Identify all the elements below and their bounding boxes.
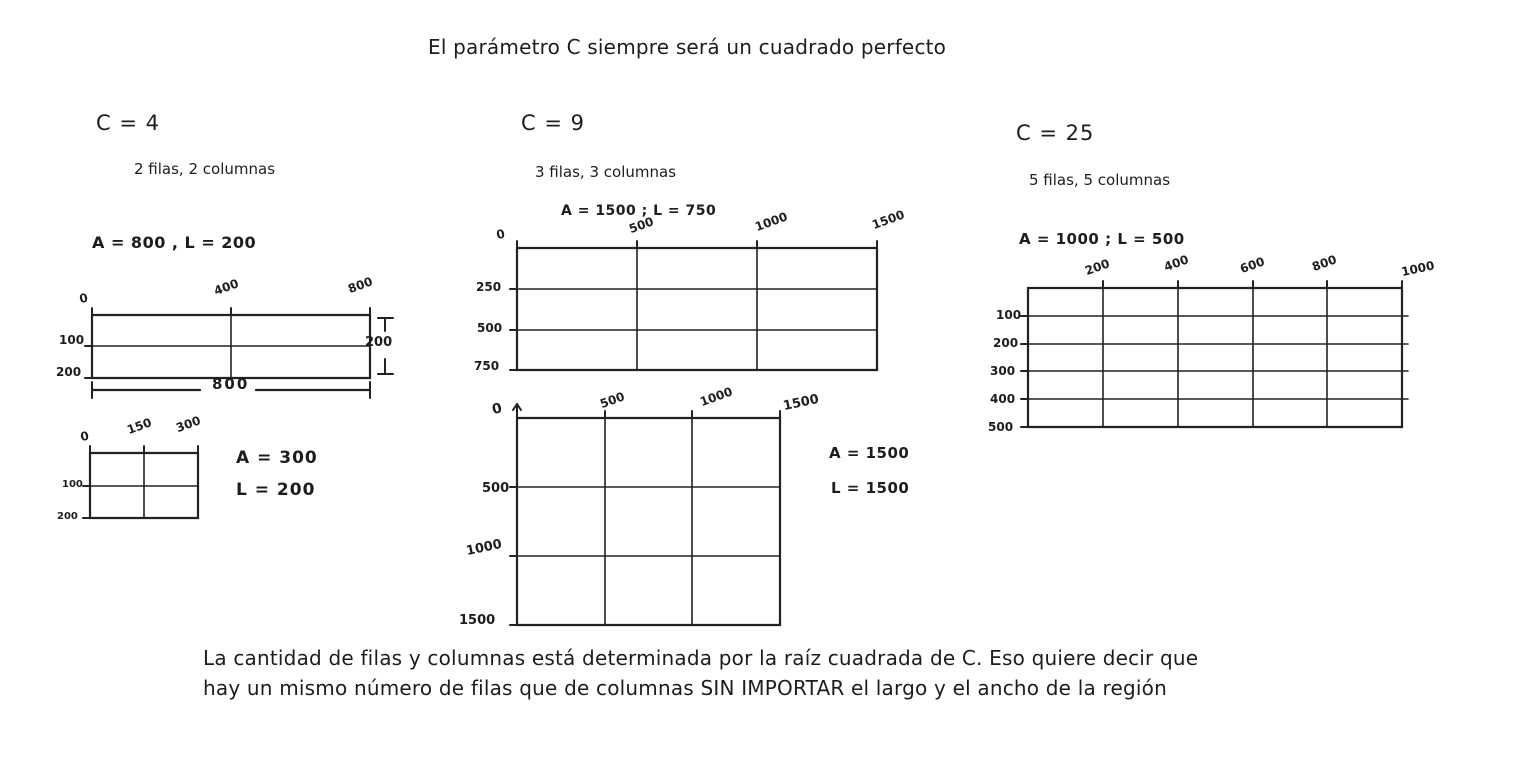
- footer-text-line2: hay un mismo número de filas que de columnas SIN IMPORTAR el largo y el ancho de la región: [203, 676, 1167, 700]
- c25-ytick-400: 400: [990, 392, 1016, 406]
- footer-text-line1: La cantidad de filas y columnas está determinada por la raíz cuadrada de C. Eso quiere decir que: [203, 646, 1199, 670]
- c9-square-xtick-500: 500: [598, 389, 627, 412]
- c9-square-xtick-1000: 1000: [698, 384, 735, 410]
- c4-main-ytick-200: 200: [56, 365, 82, 379]
- c9-heading: C = 9: [521, 111, 585, 135]
- c25-ytick-500: 500: [988, 420, 1014, 434]
- c9-square-ytick-500: 500: [482, 481, 510, 496]
- grid-c4-small: [83, 446, 198, 518]
- c4-main-width-label: 800: [212, 375, 250, 393]
- c25-subtitle: 5 filas, 5 columnas: [1029, 171, 1171, 189]
- c4-main-xtick-400: 400: [212, 276, 241, 299]
- grid-c9-square: [510, 404, 780, 625]
- c25-xtick-1000: 1000: [1400, 258, 1436, 280]
- c4-small-length-label: L = 200: [236, 480, 316, 500]
- c9-square-ytick-1000: 1000: [464, 536, 504, 560]
- c25-xtick-600: 600: [1238, 254, 1267, 277]
- c4-subtitle: 2 filas, 2 columnas: [134, 160, 276, 178]
- grid-c25: [1021, 281, 1408, 427]
- page-title: El parámetro C siempre será un cuadrado perfecto: [428, 35, 947, 59]
- c4-main-xtick-0: 0: [78, 290, 90, 307]
- c9-wide-ytick-250: 250: [476, 280, 502, 294]
- c4-main-ytick-100: 100: [59, 333, 85, 347]
- c4-small-ytick-200: 200: [57, 511, 78, 522]
- c25-ytick-300: 300: [990, 364, 1016, 378]
- c25-ytick-200: 200: [993, 336, 1019, 350]
- c25-xtick-800: 800: [1310, 252, 1339, 275]
- c4-small-ytick-100: 100: [62, 479, 83, 490]
- c4-main-height-label: 200: [365, 335, 393, 350]
- c4-main-xtick-800: 800: [346, 274, 375, 297]
- c25-ytick-100: 100: [996, 308, 1022, 322]
- c9-params: A = 1500 ; L = 750: [561, 203, 717, 219]
- c4-params: A = 800 , L = 200: [92, 233, 257, 252]
- grid-c4-main: [85, 308, 370, 378]
- c4-small-xtick-300: 300: [174, 413, 203, 436]
- c9-subtitle: 3 filas, 3 columnas: [535, 163, 677, 181]
- c25-heading: C = 25: [1016, 121, 1095, 145]
- c9-square-xtick-0: 0: [490, 400, 504, 419]
- grid-c9-wide: [510, 241, 877, 370]
- c4-heading: C = 4: [96, 111, 160, 135]
- c9-square-xtick-1500: 1500: [781, 391, 821, 415]
- c25-xtick-400: 400: [1162, 252, 1191, 275]
- c9-wide-xtick-0: 0: [495, 226, 507, 243]
- c9-wide-ytick-750: 750: [474, 359, 500, 373]
- c9-square-ytick-1500: 1500: [459, 613, 496, 628]
- c9-wide-xtick-1000: 1000: [753, 209, 790, 235]
- c9-square-length-label: L = 1500: [831, 479, 910, 497]
- c9-square-area-label: A = 1500: [829, 444, 910, 462]
- c25-xtick-200: 200: [1083, 256, 1112, 279]
- c4-small-xtick-0: 0: [79, 428, 91, 445]
- c25-params: A = 1000 ; L = 500: [1019, 230, 1185, 248]
- c4-small-xtick-150: 150: [125, 415, 154, 438]
- c9-wide-xtick-500: 500: [627, 214, 656, 237]
- c9-wide-ytick-500: 500: [477, 321, 503, 335]
- c9-wide-xtick-1500: 1500: [870, 207, 907, 233]
- c4-small-area-label: A = 300: [236, 448, 318, 468]
